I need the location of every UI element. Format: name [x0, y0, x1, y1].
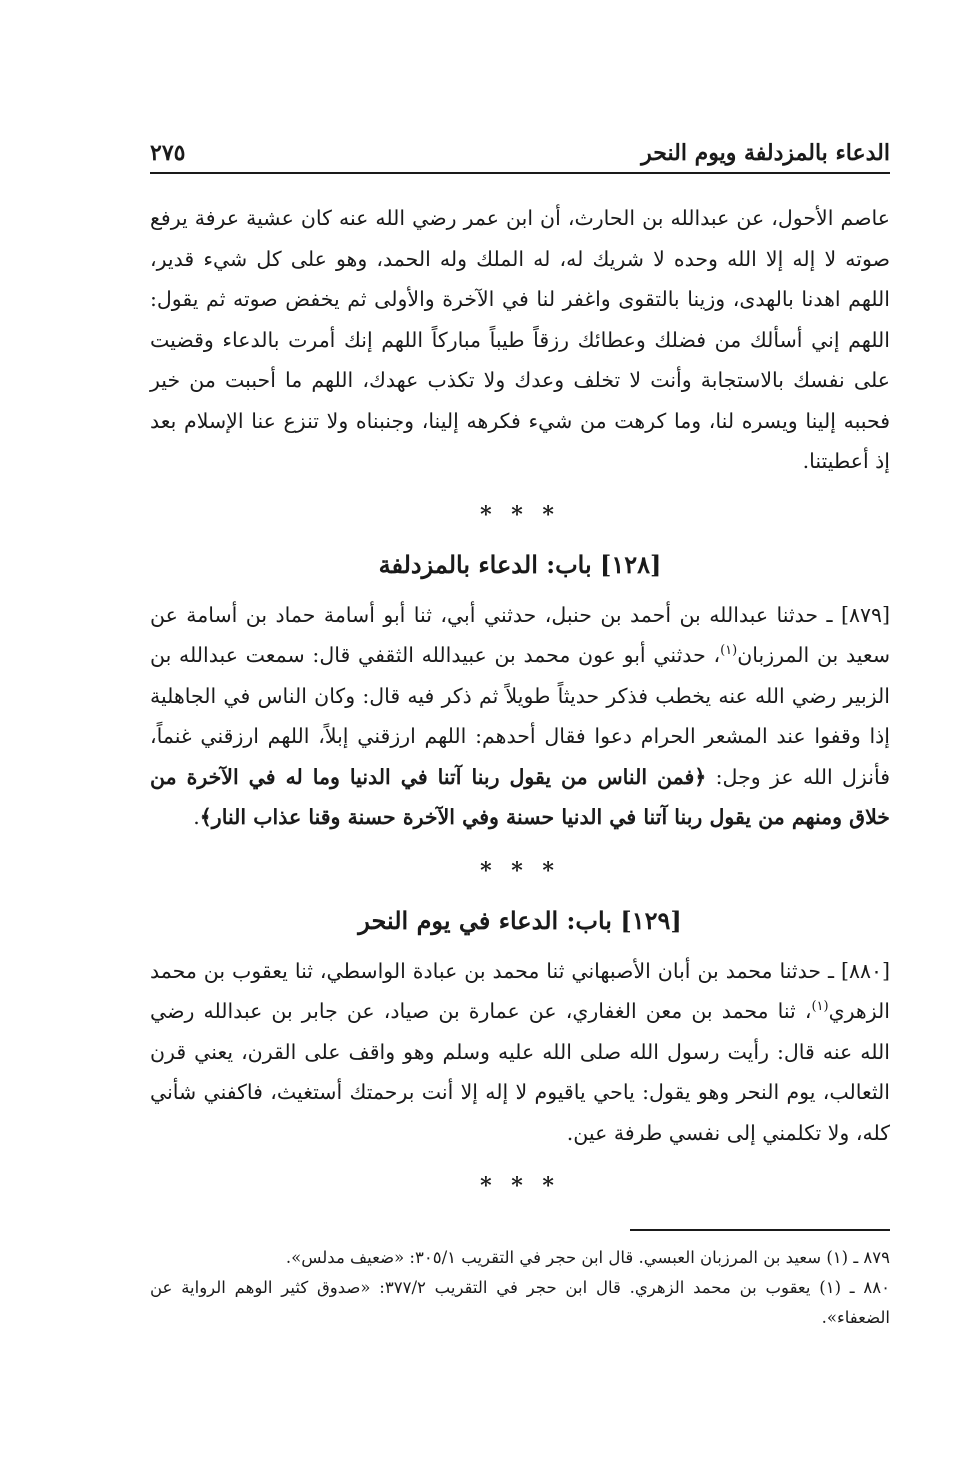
hadith-880 [150, 951, 890, 1154]
hadith-879 [150, 595, 890, 838]
footnotes [150, 1229, 890, 1333]
intro-paragraph: عاصم الأحول، عن عبدالله بن الحارث، أن ابن عمر رضي الله عنه كان عشية عرفة يرفع صوته لا إله إلا الله وحده لا شريك له، له الملك وله الحمد، وهو على كل شيء قدير، اللهم اهدنا بالهدى، وزينا بالتقوى واغفر لنا في الآخرة والأولى ثم يخفض صوته ثم يقول: اللهم إني أسألك من فضلك وعطائك رزقاً طيباً مباركاً اللهم إنك أمرت بالدعاء وقضيت على نفسك بالاستجابة وأنت لا تخلف وعدك ولا تكذب عهدك، اللهم ما أحببت من خير فحببه إلينا ويسره لنا، وما كرهت من شيء فكرهه إلينا، وجنبناه ولا تنزع عنا الإسلام بعد إذ أعطيتنا. [150, 206, 890, 473]
section-separator: * * * [480, 857, 560, 884]
footnote-880: ٨٨٠ ـ (١) يعقوب بن محمد الزهري. قال ابن حجر في التقريب ٣٧٧/٢: «صدوق كثير الوهم الرواية عن الضعفاء». [150, 1278, 890, 1327]
hadith-number: [٨٨٠] [840, 958, 890, 983]
section-separator: * * * [480, 501, 560, 528]
hadith-text: ـ حدثنا عبدالله بن أحمد بن حنبل، حدثني أبي، ثنا أبو أسامة حماد بن أسامة عن سعيد بن المرزبان [150, 602, 890, 667]
running-title: الدعاء بالمزدلفة ويوم النحر [641, 140, 890, 166]
hadith-text: ـ حدثنا محمد بن أبان الأصبهاني ثنا محمد بن عبادة الواسطي، ثنا يعقوب بن محمد الزهري [150, 958, 890, 1023]
footnote-reference[interactable]: (١) [811, 999, 829, 1015]
quran-verse: ﴿فمن الناس من يقول ربنا آتنا في الدنيا وما له في الآخرة من خلاق ومنهم من يقول ربنا آتنا في الدنيا حسنة وفي الآخرة حسنة وقنا عذاب النار﴾ [150, 764, 890, 829]
section-separator: * * * [480, 1173, 560, 1199]
footnote-divider [630, 1229, 890, 1231]
hadith-text: ، ثنا محمد بن معن الغفاري، عن عمارة بن صياد، عن جابر بن عبدالله رضي الله عنه قال: رأيت رسول الله صلى الله عليه وسلم وهو واقف على القرن، يعني قرن الثعالب، يوم النحر وهو يقول: ياحي ياقيوم لا إله إلا أنت برحمتك أستغيث، فاكفني شأني كله، ولا تكلمني إلى نفسي طرفة عين. [150, 999, 890, 1145]
hadith-number: [٨٧٩] [840, 602, 890, 627]
chapter-heading-129: [١٢٩] باب: الدعاء في يوم النحر [358, 905, 682, 935]
book-page [150, 140, 890, 1333]
page-number: ٢٧٥ [150, 140, 186, 166]
hadith-text: ، حدثني أبو عون محمد بن عبيدالله الثقفي قال: سمعت عبدالله بن الزبير رضي الله عنه يخطب فذكر حديثاً طويلاً ثم ذكر فيه قال: وكان الناس في الجاهلية إذا وقفوا عند المشعر الحرام دعوا فقال أحدهم: اللهم ارزقني إبلاً، اللهم ارزقني غنماً، فأنزل الله عز وجل: [150, 643, 890, 789]
running-header [150, 140, 890, 174]
footnote-879: ٨٧٩ ـ (١) سعيد بن المرزبان العبسي. قال ابن حجر في التقريب ٣٠٥/١: «ضعيف مدلس». [285, 1248, 890, 1267]
footnote-reference[interactable]: (١) [720, 643, 738, 659]
hadith-text-end: . [193, 805, 200, 829]
chapter-heading-128: [١٢٨] باب: الدعاء بالمزدلفة [378, 549, 662, 579]
